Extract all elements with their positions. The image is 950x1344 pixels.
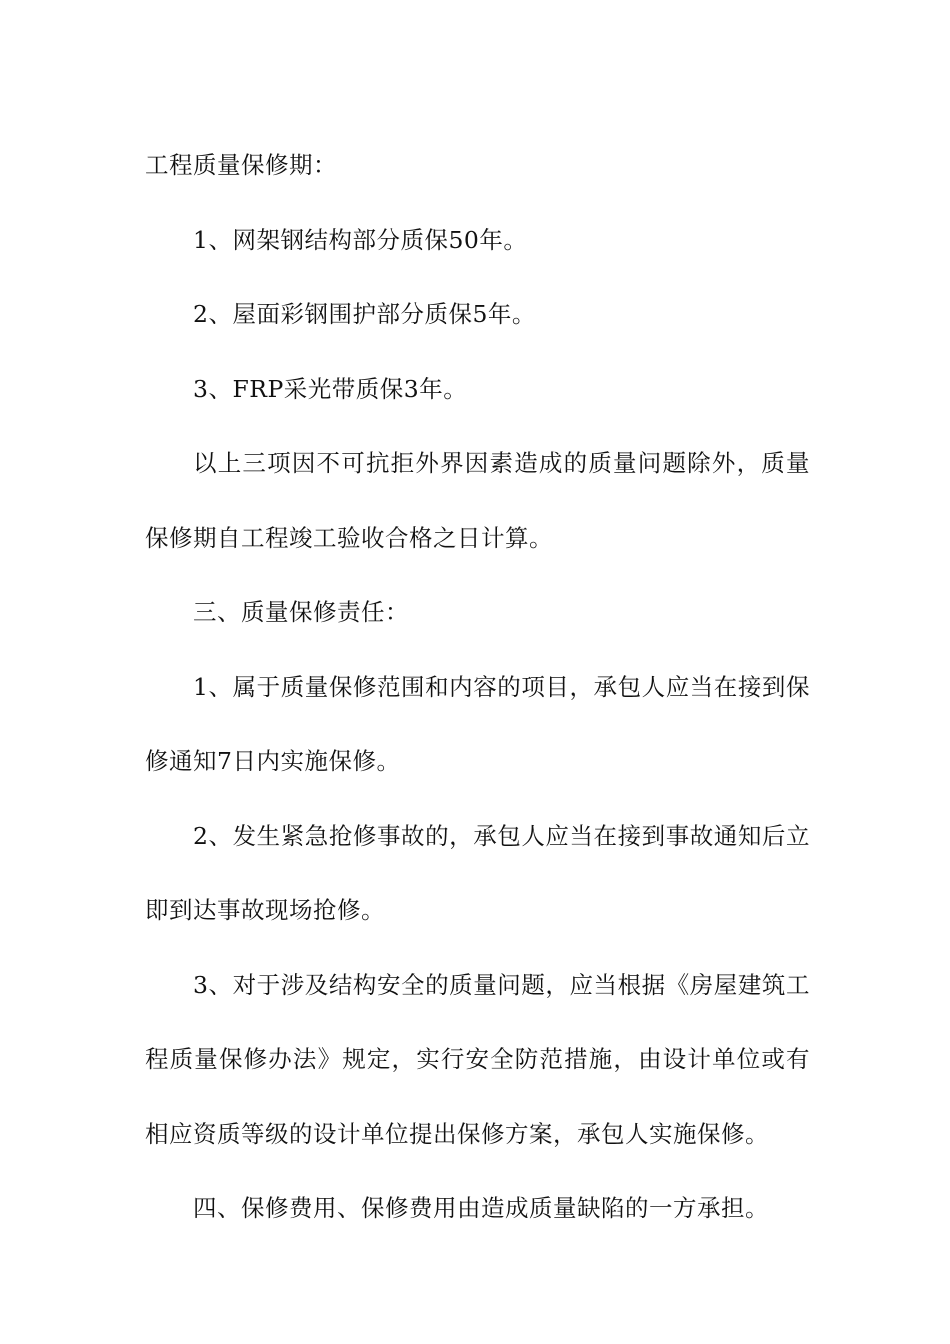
force-majeure-clause: 以上三项因不可抗拒外界因素造成的质量问题除外，质量保修期自工程竣工验收合格之日计算。 xyxy=(145,449,810,552)
roof-panel-warranty: 2、屋面彩钢围护部分质保5年。 xyxy=(193,300,536,328)
warranty-period-heading: 工程质量保修期： xyxy=(145,151,337,179)
document-body xyxy=(145,128,810,1246)
repair-notice-clause: 1、属于质量保修范围和内容的项目，承包人应当在接到保修通知7日内实施保修。 xyxy=(145,672,810,775)
steel-structure-warranty: 1、网架钢结构部分质保50年。 xyxy=(193,225,528,254)
structural-safety-clause: 3、对于涉及结构安全的质量问题，应当根据《房屋建筑工程质量保修办法》规定，实行安全防范措施，由设计单位或有相应资质等级的设计单位提出保修方案，承包人实施保修。 xyxy=(145,970,810,1148)
warranty-cost-clause: 四、保修费用、保修费用由造成质量缺陷的一方承担。 xyxy=(193,1194,769,1222)
warranty-responsibility-heading: 三、质量保修责任： xyxy=(193,598,409,626)
frp-skylight-warranty: 3、FRP采光带质保3年。 xyxy=(193,374,468,403)
emergency-repair-clause: 2、发生紧急抢修事故的，承包人应当在接到事故通知后立即到达事故现场抢修。 xyxy=(145,821,810,924)
